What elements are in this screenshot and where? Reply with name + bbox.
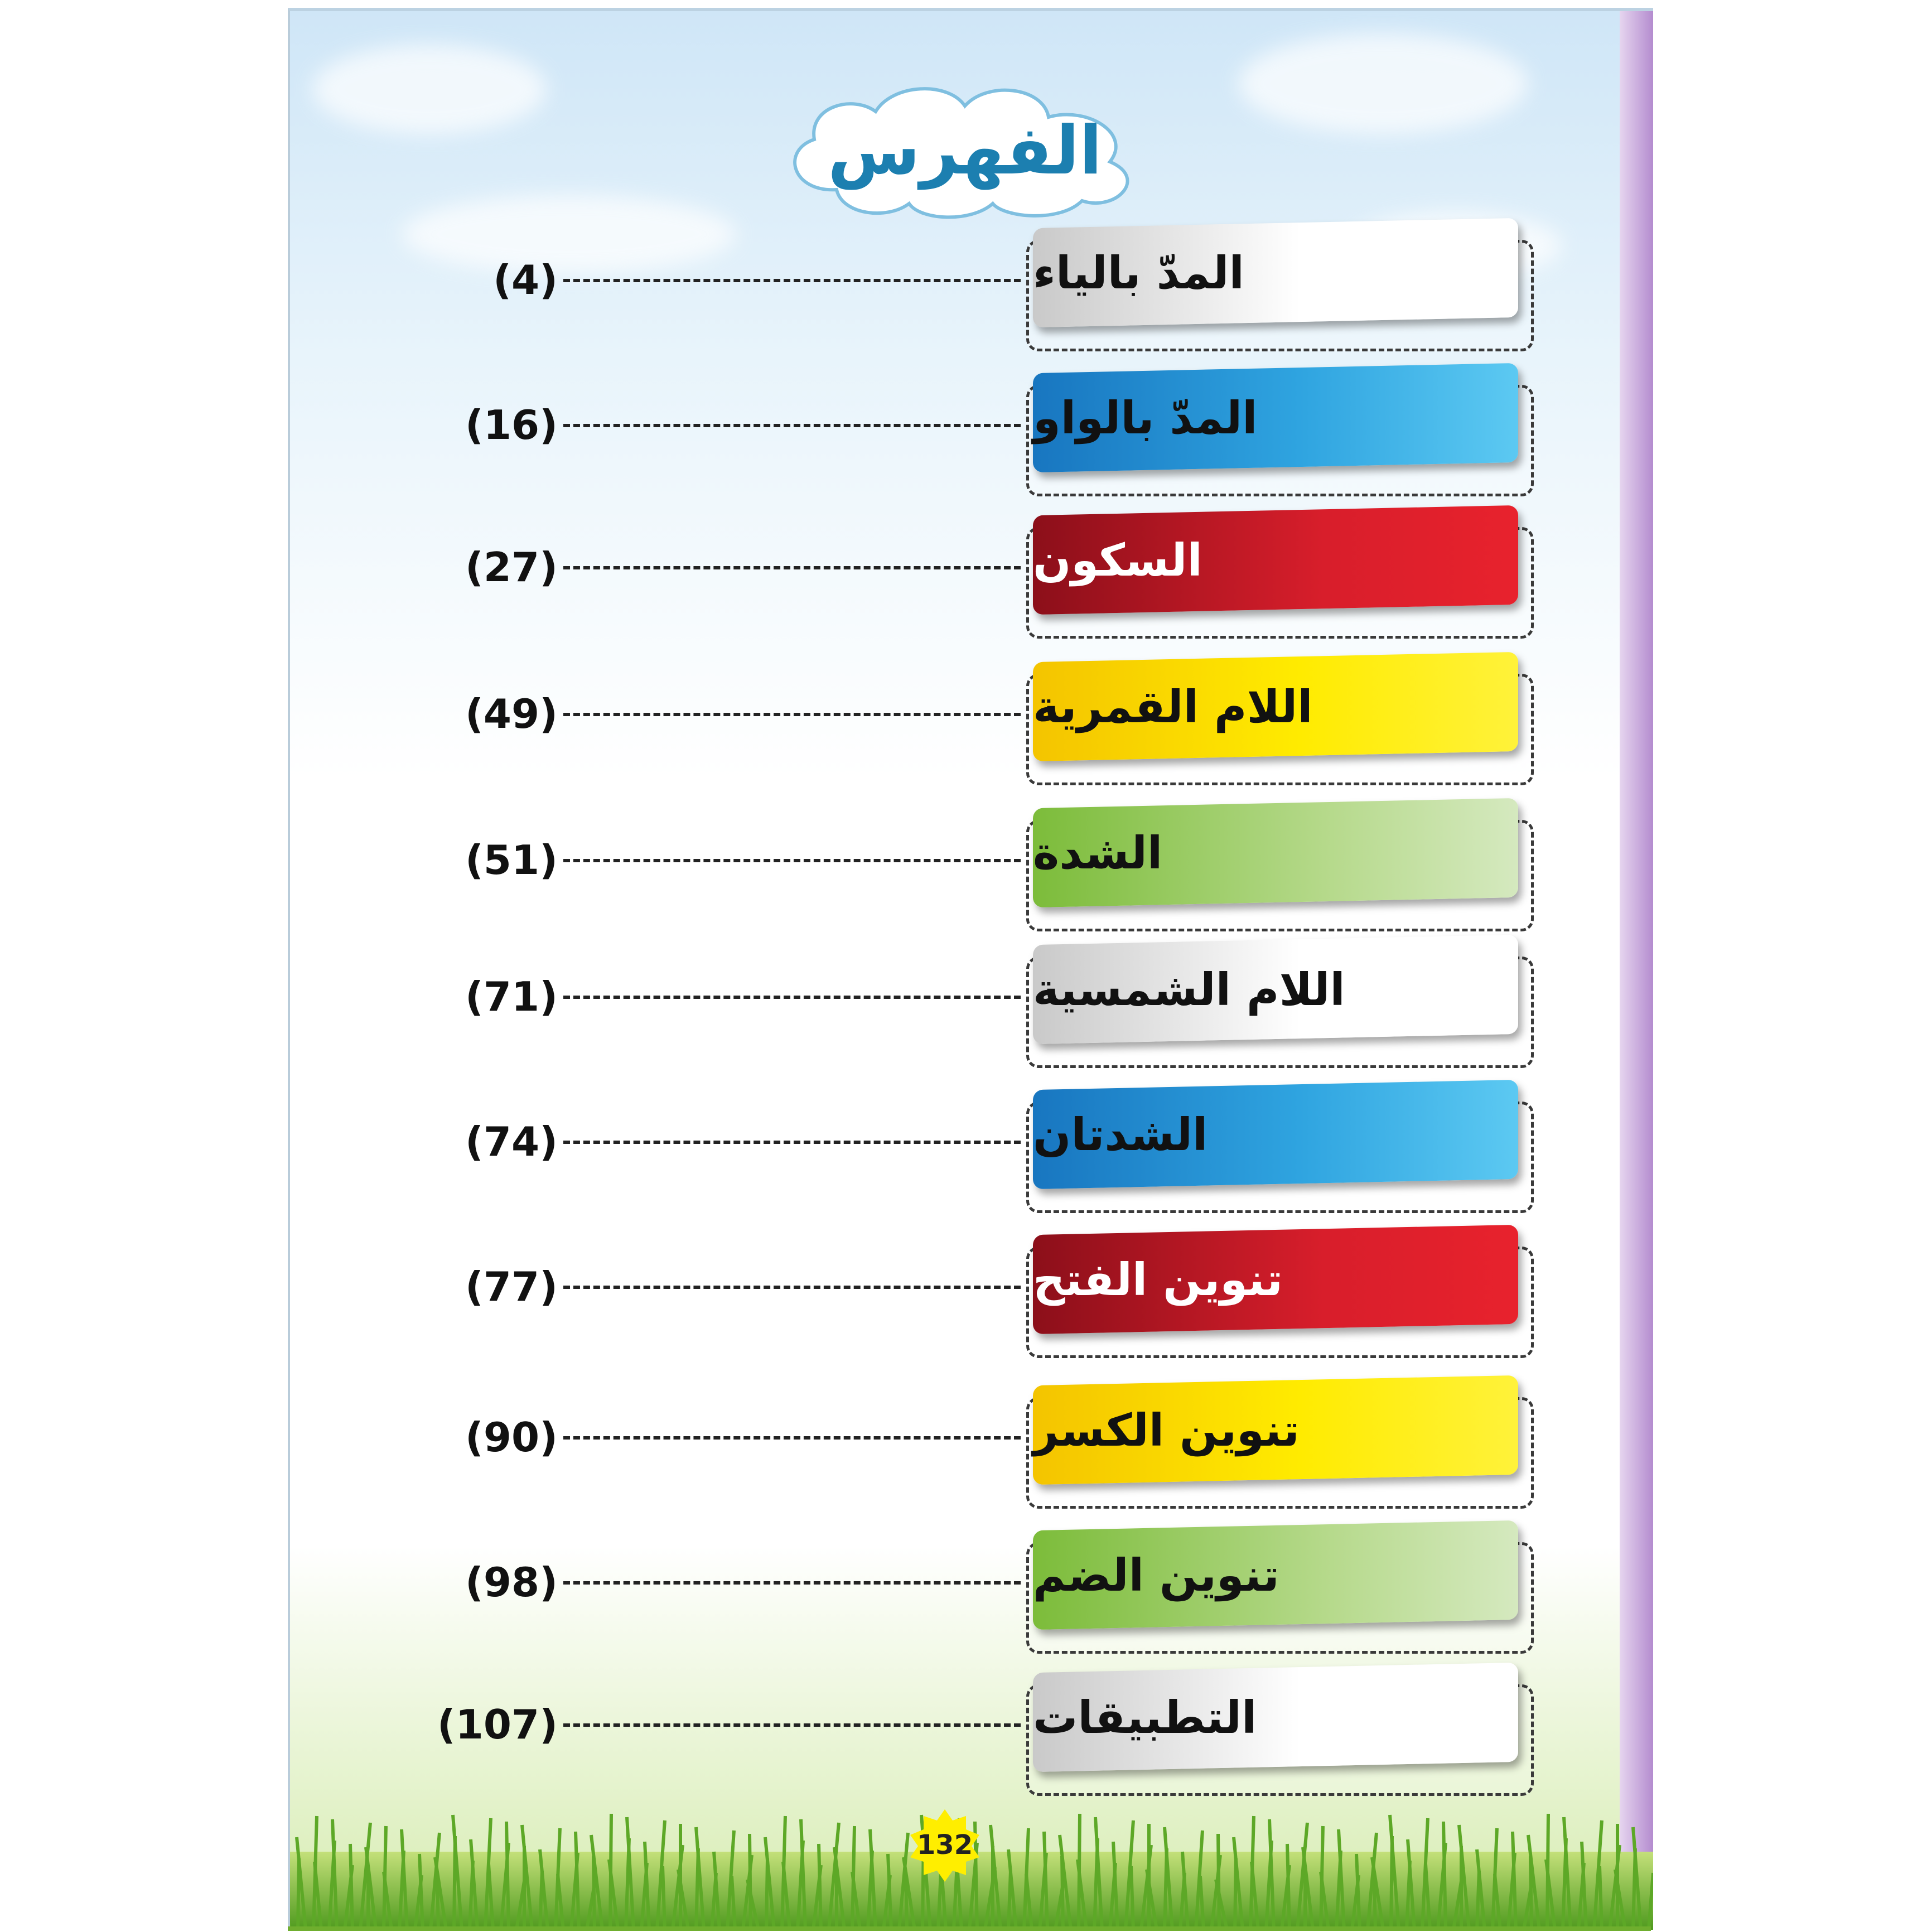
entry-label: اللام الشمسية	[1033, 963, 1345, 1016]
dotted-leader	[563, 996, 1021, 999]
toc-entry	[290, 510, 1653, 627]
toc-entry	[290, 940, 1653, 1057]
dotted-leader	[563, 1141, 1021, 1144]
toc-entry	[290, 803, 1653, 920]
entry-page-number: (107)	[437, 1701, 558, 1748]
entry-label: السكون	[1033, 534, 1202, 586]
entry-label: اللام القمرية	[1033, 680, 1313, 733]
entry-page-number: (4)	[493, 257, 558, 303]
toc-entry	[290, 223, 1653, 340]
entry-label: الشدتان	[1033, 1108, 1208, 1161]
dotted-leader	[563, 279, 1021, 282]
sky-cloud	[312, 45, 547, 134]
title-cloud	[770, 73, 1160, 229]
entry-label: تنوين الكسر	[1033, 1404, 1300, 1456]
page-title: الفهرس	[828, 112, 1103, 190]
entry-label: الشدة	[1033, 827, 1163, 879]
entry-page-number: (98)	[465, 1559, 558, 1606]
entry-page-number: (74)	[465, 1118, 558, 1165]
entry-label: تنوين الفتح	[1033, 1253, 1283, 1306]
entry-page-number: (51)	[465, 837, 558, 883]
dotted-leader	[563, 566, 1021, 569]
entry-page-number: (16)	[465, 402, 558, 448]
toc-entry	[290, 1380, 1653, 1498]
entry-label: تنوين الضم	[1033, 1549, 1279, 1601]
entry-page-number: (71)	[465, 973, 558, 1020]
entry-label: التطبيقات	[1033, 1691, 1257, 1743]
dotted-leader	[563, 859, 1021, 862]
toc-entry	[290, 1525, 1653, 1643]
dotted-leader	[563, 1286, 1021, 1289]
page-number: 132	[916, 1829, 973, 1861]
toc-entry	[290, 1230, 1653, 1347]
entry-label: المدّ بالواو	[1033, 392, 1258, 444]
sky-cloud	[1238, 33, 1528, 134]
toc-entry	[290, 657, 1653, 774]
dotted-leader	[563, 1581, 1021, 1585]
entry-page-number: (27)	[465, 544, 558, 591]
dotted-leader	[563, 424, 1021, 427]
toc-entry	[290, 368, 1653, 485]
dotted-leader	[563, 1723, 1021, 1727]
page-number-badge	[906, 1806, 984, 1884]
entry-label: المدّ بالياء	[1033, 247, 1244, 299]
entry-page-number: (90)	[465, 1414, 558, 1461]
entry-page-number: (77)	[465, 1263, 558, 1310]
bottom-rule	[288, 1926, 1651, 1931]
toc-entry	[290, 1085, 1653, 1202]
toc-page	[288, 8, 1653, 1930]
entry-page-number: (49)	[465, 690, 558, 737]
dotted-leader	[563, 1436, 1021, 1440]
dotted-leader	[563, 713, 1021, 716]
